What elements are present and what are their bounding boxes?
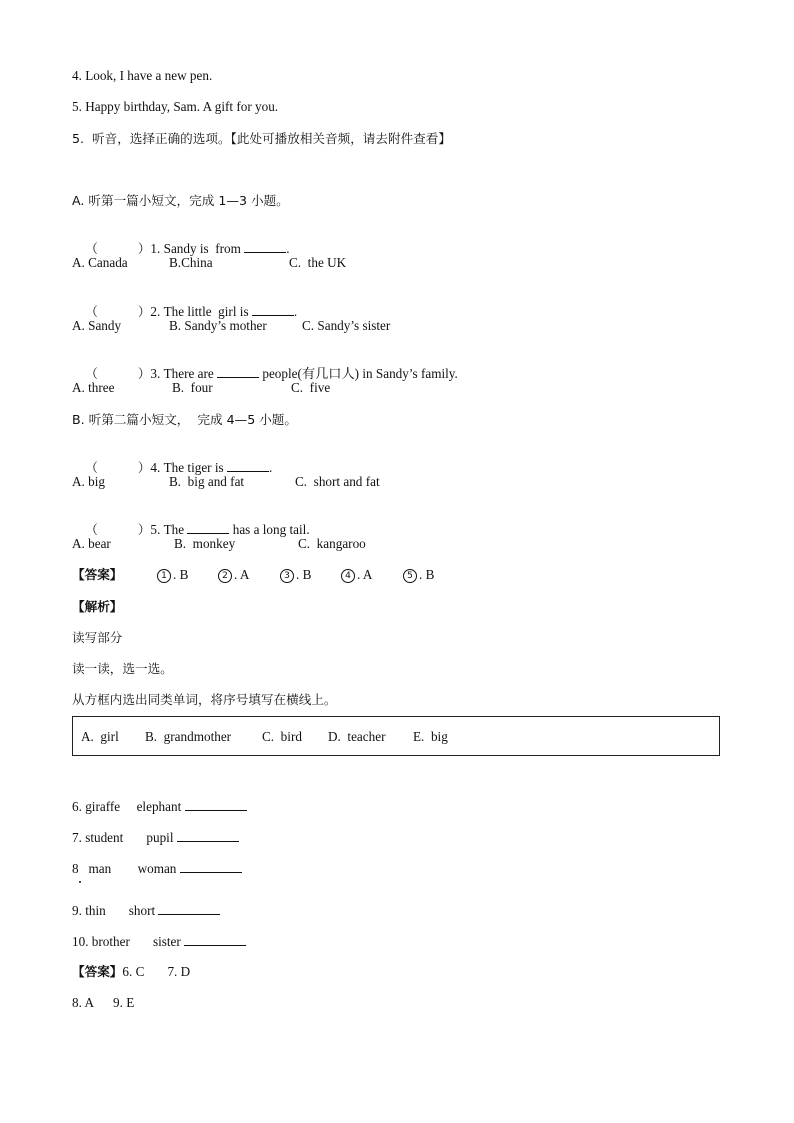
answer-paren: （ ） bbox=[85, 522, 151, 537]
answer-blank bbox=[177, 829, 239, 842]
q5-option-a: A. bear bbox=[72, 536, 111, 551]
q5-option-b: B. monkey bbox=[174, 536, 236, 551]
q2-option-b: B. Sandy’s mother bbox=[169, 318, 267, 333]
q4-option-c: C. short and fat bbox=[295, 474, 380, 489]
answer-2-line-1: 【答案】6. C 7. D bbox=[72, 964, 191, 979]
listen-line-4: 4. Look, I have a new pen. bbox=[72, 68, 213, 83]
question-5: （ ）5. The has a long tail. bbox=[85, 522, 310, 537]
q3-option-c: C. five bbox=[291, 380, 331, 395]
question-4: （ ）4. The tiger is . bbox=[85, 460, 273, 475]
q4-option-a: A. big bbox=[72, 474, 105, 489]
answer-label: 【答案】 bbox=[72, 964, 123, 979]
q1-option-c: C. the UK bbox=[289, 255, 347, 270]
box-option-c: C. bird bbox=[262, 729, 302, 744]
circled-number: 5 bbox=[403, 569, 417, 583]
answer-paren: （ ） bbox=[85, 241, 151, 256]
section-5-title: 5. 听音，选择正确的选项。【此处可播放相关音频，请去附件查看】 bbox=[72, 131, 451, 146]
answer-blank bbox=[184, 933, 246, 946]
circled-number: 1 bbox=[157, 569, 171, 583]
answer-item-5: 5 . B bbox=[403, 567, 434, 583]
q3-option-a: A. three bbox=[72, 380, 115, 395]
q1-option-b: B.China bbox=[169, 255, 213, 270]
answer-blank bbox=[185, 798, 247, 811]
answer-item-3: 3 . B bbox=[280, 567, 311, 583]
q5-option-c: C. kangaroo bbox=[298, 536, 366, 551]
circled-number: 2 bbox=[218, 569, 232, 583]
part-a-title: A. 听第一篇小短文，完成 1—3 小题。 bbox=[72, 193, 289, 208]
fill-item-8: 8 man woman bbox=[72, 860, 242, 877]
q4-option-b: B. big and fat bbox=[169, 474, 245, 489]
question-2: （ ）2. The little girl is . bbox=[85, 304, 298, 319]
answer-paren: （ ） bbox=[85, 460, 151, 475]
answer-paren: （ ） bbox=[85, 304, 151, 319]
fill-item-7: 7. student pupil bbox=[72, 829, 239, 846]
part-b-title: B. 听第二篇小短文， 完成 4—5 小题。 bbox=[72, 412, 297, 427]
answer-blank bbox=[217, 365, 259, 378]
fill-item-10: 10. brother sister bbox=[72, 933, 246, 950]
answer-blank bbox=[252, 303, 294, 316]
q3-option-b: B. four bbox=[172, 380, 213, 395]
reading-part-title: 读写部分 bbox=[72, 630, 123, 645]
box-option-b: B. grandmother bbox=[145, 729, 232, 744]
listen-line-5: 5. Happy birthday, Sam. A gift for you. bbox=[72, 99, 279, 114]
q2-option-a: A. Sandy bbox=[72, 318, 122, 333]
reading-subtitle: 读一读，选一选。 bbox=[72, 661, 173, 676]
answer-label: 【答案】 bbox=[72, 567, 123, 582]
stray-dot bbox=[79, 881, 81, 883]
box-option-e: E. big bbox=[413, 729, 448, 744]
answer-blank bbox=[244, 240, 286, 253]
answer-blank bbox=[187, 521, 229, 534]
q1-option-a: A. Canada bbox=[72, 255, 128, 270]
answer-blank bbox=[180, 860, 242, 873]
q2-option-c: C. Sandy’s sister bbox=[302, 318, 391, 333]
analysis-label: 【解析】 bbox=[72, 599, 123, 614]
question-3: （ ）3. There are people(有几口人) in Sandy’s family. bbox=[85, 366, 458, 381]
answer-2-line-2: 8. A 9. E bbox=[72, 995, 135, 1010]
answer-blank bbox=[158, 902, 220, 915]
word-box bbox=[72, 716, 720, 756]
box-option-d: D. teacher bbox=[328, 729, 386, 744]
box-option-a: A. girl bbox=[81, 729, 119, 744]
reading-instruction: 从方框内选出同类单词，将序号填写在横线上。 bbox=[72, 692, 337, 707]
answer-item-4: 4 . A bbox=[341, 567, 372, 583]
fill-item-9: 9. thin short bbox=[72, 902, 220, 919]
circled-number: 3 bbox=[280, 569, 294, 583]
answer-blank bbox=[227, 459, 269, 472]
question-1: （ ）1. Sandy is from . bbox=[85, 241, 290, 256]
answer-item-2: 2 . A bbox=[218, 567, 249, 583]
circled-number: 4 bbox=[341, 569, 355, 583]
fill-item-6: 6. giraffe elephant bbox=[72, 798, 247, 815]
answer-paren: （ ） bbox=[85, 366, 151, 381]
answer-item-1: 1 . B bbox=[157, 567, 188, 583]
